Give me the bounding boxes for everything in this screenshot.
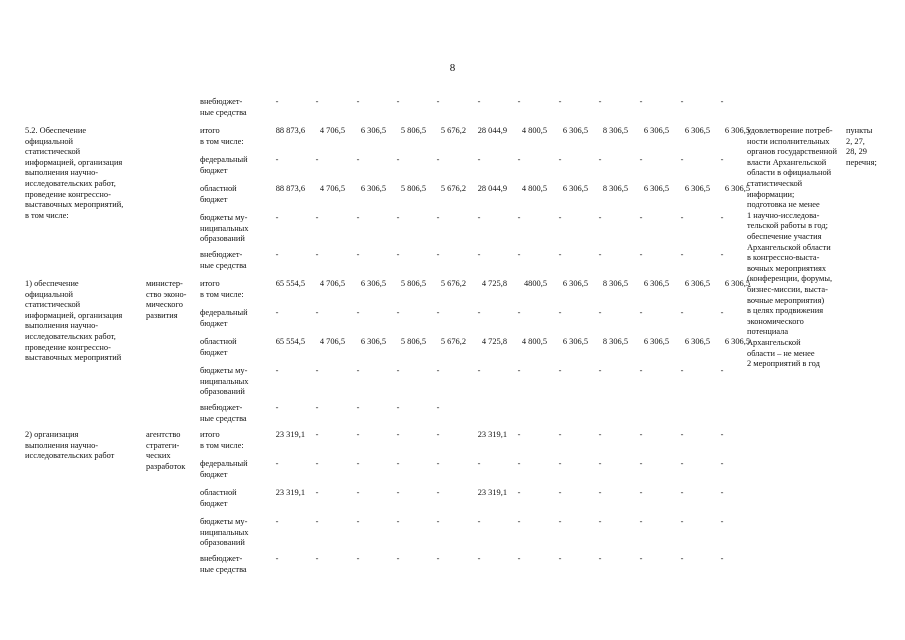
- value-cell: 65 554,5: [275, 279, 305, 288]
- value-cell: 23 319,1: [477, 488, 507, 497]
- event-name-line: статистической: [25, 147, 81, 157]
- funding-source-line: в том числе:: [200, 289, 244, 299]
- value-cell: -: [315, 155, 319, 164]
- value-cell: -: [598, 97, 602, 106]
- value-cell: 5 806,5: [400, 337, 426, 346]
- value-cell: 4 800,5: [521, 337, 547, 346]
- value-cell: -: [598, 366, 602, 375]
- value-cell: 4 800,5: [521, 184, 547, 193]
- value-cell: -: [517, 155, 521, 164]
- value-cell: -: [517, 308, 521, 317]
- value-cell: -: [436, 517, 440, 526]
- funding-source-line: бюджет: [200, 318, 228, 328]
- event-name-line: в том числе:: [25, 210, 69, 220]
- value-cell: 6 306,5: [643, 337, 669, 346]
- value-cell: -: [275, 554, 279, 563]
- expected-result-line: области в официальной: [747, 168, 832, 178]
- value-cell: -: [275, 250, 279, 259]
- event-name-line: информацией, организация: [25, 310, 123, 320]
- value-cell: -: [558, 517, 562, 526]
- value-cell: -: [517, 213, 521, 222]
- value-cell: -: [720, 517, 724, 526]
- expected-result-line: обеспечение участия: [747, 232, 822, 241]
- value-cell: -: [680, 459, 684, 468]
- value-cell: -: [396, 97, 400, 106]
- value-cell: -: [356, 554, 360, 563]
- event-name-line: официальной: [25, 289, 74, 299]
- value-cell: -: [396, 554, 400, 563]
- value-cell: -: [477, 554, 481, 563]
- value-cell: -: [639, 250, 643, 259]
- funding-source-line: образований: [200, 538, 245, 548]
- expected-result-line: тельской работы в год;: [747, 221, 828, 231]
- expected-result-line: в целях продвижения: [747, 306, 824, 316]
- value-cell: -: [275, 308, 279, 317]
- funding-source-line: бюджеты му-: [200, 517, 248, 526]
- funding-source-line: бюджеты му-: [200, 366, 248, 375]
- value-cell: -: [477, 517, 481, 526]
- value-cell: -: [356, 97, 360, 106]
- value-cell: -: [477, 250, 481, 259]
- value-cell: 6 306,5: [684, 337, 710, 346]
- expected-result-line: информации;: [747, 189, 795, 199]
- funding-source-line: ные средства: [200, 413, 247, 423]
- value-cell: 5 806,5: [400, 184, 426, 193]
- value-cell: -: [720, 155, 724, 164]
- value-cell: -: [639, 430, 643, 439]
- value-cell: -: [315, 366, 319, 375]
- executor-line: разработок: [146, 461, 186, 471]
- value-cell: -: [639, 366, 643, 375]
- funding-source-line: бюджет: [200, 498, 228, 508]
- value-cell: -: [558, 155, 562, 164]
- funding-source-line: ниципальных: [200, 376, 249, 386]
- value-cell: 6 306,5: [684, 279, 710, 288]
- value-cell: -: [356, 308, 360, 317]
- value-cell: 5 676,2: [440, 126, 466, 135]
- value-cell: -: [598, 250, 602, 259]
- value-cell: -: [477, 459, 481, 468]
- value-cell: 6 306,5: [724, 184, 750, 193]
- funding-source-line: областной: [200, 184, 237, 193]
- value-cell: -: [396, 430, 400, 439]
- value-cell: -: [639, 517, 643, 526]
- funding-source-line: областной: [200, 488, 237, 497]
- value-cell: -: [436, 430, 440, 439]
- value-cell: -: [680, 155, 684, 164]
- event-name-line: официальной: [25, 136, 74, 146]
- executor-line: ческих: [146, 451, 171, 461]
- funding-source-line: внебюджет-: [200, 250, 243, 259]
- value-cell: -: [558, 554, 562, 563]
- reference-line: пункты: [846, 126, 873, 135]
- event-name-line: исследовательских работ: [25, 451, 115, 461]
- value-cell: 6 306,5: [360, 184, 386, 193]
- expected-result-line: власти Архангельской: [747, 157, 827, 167]
- event-name-line: 1) обеспечение: [25, 279, 79, 288]
- value-cell: -: [315, 554, 319, 563]
- value-cell: -: [436, 250, 440, 259]
- funding-source-line: итого: [200, 126, 220, 135]
- value-cell: -: [315, 213, 319, 222]
- value-cell: -: [396, 308, 400, 317]
- value-cell: -: [356, 403, 360, 412]
- event-name-line: выполнения научно-: [25, 168, 99, 178]
- value-cell: -: [598, 213, 602, 222]
- value-cell: -: [436, 488, 440, 497]
- value-cell: -: [680, 97, 684, 106]
- value-cell: -: [275, 97, 279, 106]
- value-cell: 6 306,5: [562, 279, 588, 288]
- expected-result-line: экономического: [747, 316, 804, 326]
- value-cell: -: [558, 97, 562, 106]
- value-cell: 88 873,6: [275, 184, 305, 193]
- value-cell: -: [558, 213, 562, 222]
- funding-source-line: бюджет: [200, 469, 228, 479]
- event-name-line: проведение конгрессно-: [25, 342, 111, 352]
- value-cell: -: [396, 250, 400, 259]
- value-cell: -: [356, 213, 360, 222]
- value-cell: 6 306,5: [684, 126, 710, 135]
- event-name-line: информацией, организация: [25, 157, 123, 167]
- expected-result-line: удовлетворение потреб-: [747, 126, 833, 135]
- value-cell: -: [720, 213, 724, 222]
- event-name-line: выполнения научно-: [25, 440, 99, 450]
- value-cell: -: [639, 554, 643, 563]
- expected-result-line: 1 научно-исследова-: [747, 210, 820, 220]
- value-cell: -: [396, 403, 400, 412]
- funding-source-line: ниципальных: [200, 527, 249, 537]
- funding-source-line: ные средства: [200, 260, 247, 270]
- value-cell: -: [477, 97, 481, 106]
- value-cell: 4 706,5: [319, 337, 345, 346]
- value-cell: 6 306,5: [724, 279, 750, 288]
- value-cell: -: [396, 459, 400, 468]
- value-cell: 8 306,5: [602, 337, 628, 346]
- value-cell: -: [517, 459, 521, 468]
- funding-source-line: ниципальных: [200, 223, 249, 233]
- funding-source-line: внебюджет-: [200, 403, 243, 412]
- value-cell: 6 306,5: [643, 126, 669, 135]
- value-cell: 6 306,5: [562, 126, 588, 135]
- expected-result-line: потенциала: [747, 327, 789, 337]
- executor-line: министер-: [146, 279, 183, 288]
- expected-result-line: статистической: [747, 179, 803, 188]
- value-cell: -: [396, 517, 400, 526]
- value-cell: 23 319,1: [275, 430, 305, 439]
- event-name-line: исследовательских работ,: [25, 179, 116, 188]
- value-cell: 5 806,5: [400, 126, 426, 135]
- value-cell: -: [720, 554, 724, 563]
- expected-result-line: подготовка не менее: [747, 200, 820, 210]
- expected-result-line: Архангельской: [747, 338, 801, 347]
- value-cell: 4 800,5: [521, 126, 547, 135]
- value-cell: -: [680, 488, 684, 497]
- funding-source-line: областной: [200, 337, 237, 346]
- expected-result-line: органов государственной: [747, 147, 837, 157]
- value-cell: 6 306,5: [643, 279, 669, 288]
- value-cell: -: [396, 366, 400, 375]
- value-cell: -: [517, 430, 521, 439]
- event-name-line: 5.2. Обеспечение: [25, 126, 87, 135]
- value-cell: -: [436, 308, 440, 317]
- value-cell: -: [436, 554, 440, 563]
- funding-source-line: в том числе:: [200, 440, 244, 450]
- value-cell: 5 676,2: [440, 279, 466, 288]
- value-cell: 4 725,8: [481, 279, 507, 288]
- value-cell: -: [680, 366, 684, 375]
- value-cell: 4 725,8: [481, 337, 507, 346]
- value-cell: -: [720, 430, 724, 439]
- value-cell: 5 676,2: [440, 337, 466, 346]
- value-cell: -: [598, 155, 602, 164]
- expected-result-line: (конференции, форумы,: [747, 274, 833, 284]
- value-cell: 6 306,5: [684, 184, 710, 193]
- value-cell: -: [477, 308, 481, 317]
- event-name-line: выставочных мероприятий: [25, 353, 122, 363]
- value-cell: -: [315, 308, 319, 317]
- funding-source-line: федеральный: [200, 459, 248, 468]
- value-cell: 6 306,5: [360, 126, 386, 135]
- value-cell: -: [356, 459, 360, 468]
- value-cell: -: [436, 155, 440, 164]
- expected-result-line: области – не менее: [747, 348, 815, 358]
- reference-line: перечня;: [846, 157, 877, 167]
- value-cell: -: [396, 213, 400, 222]
- expected-result-line: вочные мероприятия): [747, 295, 825, 305]
- funding-source-line: бюджет: [200, 194, 228, 204]
- value-cell: 23 319,1: [477, 430, 507, 439]
- value-cell: -: [598, 517, 602, 526]
- funding-source-line: внебюджет-: [200, 97, 243, 106]
- value-cell: -: [680, 213, 684, 222]
- funding-source-line: образований: [200, 234, 245, 244]
- executor-line: стратеги-: [146, 440, 180, 450]
- reference-line: 28, 29: [846, 147, 867, 157]
- value-cell: -: [517, 97, 521, 106]
- value-cell: -: [639, 97, 643, 106]
- value-cell: -: [680, 250, 684, 259]
- value-cell: -: [436, 213, 440, 222]
- value-cell: -: [558, 459, 562, 468]
- value-cell: -: [680, 308, 684, 317]
- value-cell: 28 044,9: [477, 126, 507, 135]
- value-cell: -: [356, 430, 360, 439]
- value-cell: -: [315, 403, 319, 412]
- value-cell: 6 306,5: [643, 184, 669, 193]
- value-cell: 6 306,5: [562, 337, 588, 346]
- funding-source-line: бюджет: [200, 165, 228, 175]
- value-cell: -: [436, 366, 440, 375]
- executor-line: агентство: [146, 430, 181, 439]
- executor-line: ство эконо-: [146, 289, 187, 299]
- value-cell: 8 306,5: [602, 279, 628, 288]
- value-cell: -: [720, 366, 724, 375]
- funding-source-line: федеральный: [200, 308, 248, 317]
- value-cell: -: [517, 554, 521, 563]
- value-cell: -: [315, 459, 319, 468]
- value-cell: -: [477, 366, 481, 375]
- value-cell: 4 706,5: [319, 184, 345, 193]
- value-cell: -: [477, 155, 481, 164]
- value-cell: -: [598, 430, 602, 439]
- value-cell: -: [356, 517, 360, 526]
- value-cell: -: [396, 155, 400, 164]
- funding-source-line: бюджеты му-: [200, 213, 248, 222]
- value-cell: -: [720, 459, 724, 468]
- value-cell: -: [598, 459, 602, 468]
- value-cell: 6 306,5: [360, 279, 386, 288]
- value-cell: -: [558, 366, 562, 375]
- value-cell: -: [315, 488, 319, 497]
- value-cell: 6 306,5: [724, 126, 750, 135]
- value-cell: -: [436, 97, 440, 106]
- funding-source-line: ные средства: [200, 107, 247, 117]
- executor-line: мического: [146, 300, 183, 310]
- funding-source-line: федеральный: [200, 155, 248, 164]
- value-cell: -: [517, 517, 521, 526]
- value-cell: 28 044,9: [477, 184, 507, 193]
- value-cell: -: [558, 250, 562, 259]
- expected-result-line: в конгрессно-выста-: [747, 253, 820, 263]
- expected-result-line: вочных мероприятиях: [747, 263, 827, 273]
- value-cell: -: [639, 213, 643, 222]
- value-cell: 8 306,5: [602, 184, 628, 193]
- value-cell: -: [680, 430, 684, 439]
- value-cell: -: [315, 250, 319, 259]
- value-cell: -: [356, 366, 360, 375]
- value-cell: -: [558, 308, 562, 317]
- value-cell: 23 319,1: [275, 488, 305, 497]
- value-cell: 6 306,5: [562, 184, 588, 193]
- event-name-line: проведение конгрессно-: [25, 189, 111, 199]
- expected-result-line: ности исполнительных: [747, 136, 830, 146]
- value-cell: -: [558, 488, 562, 497]
- value-cell: -: [680, 517, 684, 526]
- value-cell: -: [275, 155, 279, 164]
- value-cell: -: [639, 459, 643, 468]
- funding-source-line: внебюджет-: [200, 554, 243, 563]
- value-cell: 5 806,5: [400, 279, 426, 288]
- funding-source-line: итого: [200, 430, 220, 439]
- event-name-line: выполнения научно-: [25, 321, 99, 331]
- event-name-line: статистической: [25, 300, 81, 310]
- value-cell: 4 706,5: [319, 279, 345, 288]
- value-cell: -: [315, 517, 319, 526]
- value-cell: 6 306,5: [360, 337, 386, 346]
- value-cell: -: [275, 366, 279, 375]
- value-cell: -: [598, 554, 602, 563]
- event-name-line: 2) организация: [25, 430, 79, 439]
- value-cell: -: [639, 488, 643, 497]
- value-cell: -: [275, 403, 279, 412]
- value-cell: -: [356, 488, 360, 497]
- funding-source-line: итого: [200, 279, 220, 288]
- value-cell: -: [275, 213, 279, 222]
- value-cell: -: [517, 366, 521, 375]
- funding-source-line: бюджет: [200, 347, 228, 357]
- value-cell: -: [639, 155, 643, 164]
- value-cell: -: [356, 250, 360, 259]
- expected-result-line: Архангельской области: [747, 242, 831, 252]
- value-cell: -: [598, 308, 602, 317]
- value-cell: 4800,5: [523, 279, 547, 288]
- value-cell: -: [436, 403, 440, 412]
- value-cell: -: [598, 488, 602, 497]
- value-cell: -: [275, 517, 279, 526]
- expected-result-line: бизнес-миссии, выста-: [747, 285, 828, 294]
- value-cell: -: [639, 308, 643, 317]
- value-cell: -: [720, 97, 724, 106]
- value-cell: -: [396, 488, 400, 497]
- page-number: 8: [449, 62, 456, 74]
- expected-result-line: 2 мероприятий в год: [747, 359, 820, 369]
- funding-source-line: ные средства: [200, 564, 247, 574]
- funding-source-line: в том числе:: [200, 136, 244, 146]
- funding-source-line: образований: [200, 387, 245, 397]
- value-cell: 65 554,5: [275, 337, 305, 346]
- value-cell: -: [720, 308, 724, 317]
- reference-line: 2, 27,: [846, 136, 865, 146]
- value-cell: 8 306,5: [602, 126, 628, 135]
- executor-line: развития: [146, 310, 178, 320]
- value-cell: -: [356, 155, 360, 164]
- value-cell: 88 873,6: [275, 126, 305, 135]
- value-cell: -: [315, 97, 319, 106]
- event-name-line: выставочных мероприятий,: [25, 200, 124, 210]
- value-cell: -: [275, 459, 279, 468]
- value-cell: -: [517, 250, 521, 259]
- event-name-line: исследовательских работ,: [25, 332, 116, 341]
- value-cell: -: [436, 459, 440, 468]
- value-cell: -: [517, 488, 521, 497]
- value-cell: 5 676,2: [440, 184, 466, 193]
- value-cell: 6 306,5: [724, 337, 750, 346]
- value-cell: -: [477, 213, 481, 222]
- value-cell: -: [720, 250, 724, 259]
- value-cell: -: [558, 430, 562, 439]
- value-cell: 4 706,5: [319, 126, 345, 135]
- value-cell: -: [680, 554, 684, 563]
- value-cell: -: [720, 488, 724, 497]
- value-cell: -: [315, 430, 319, 439]
